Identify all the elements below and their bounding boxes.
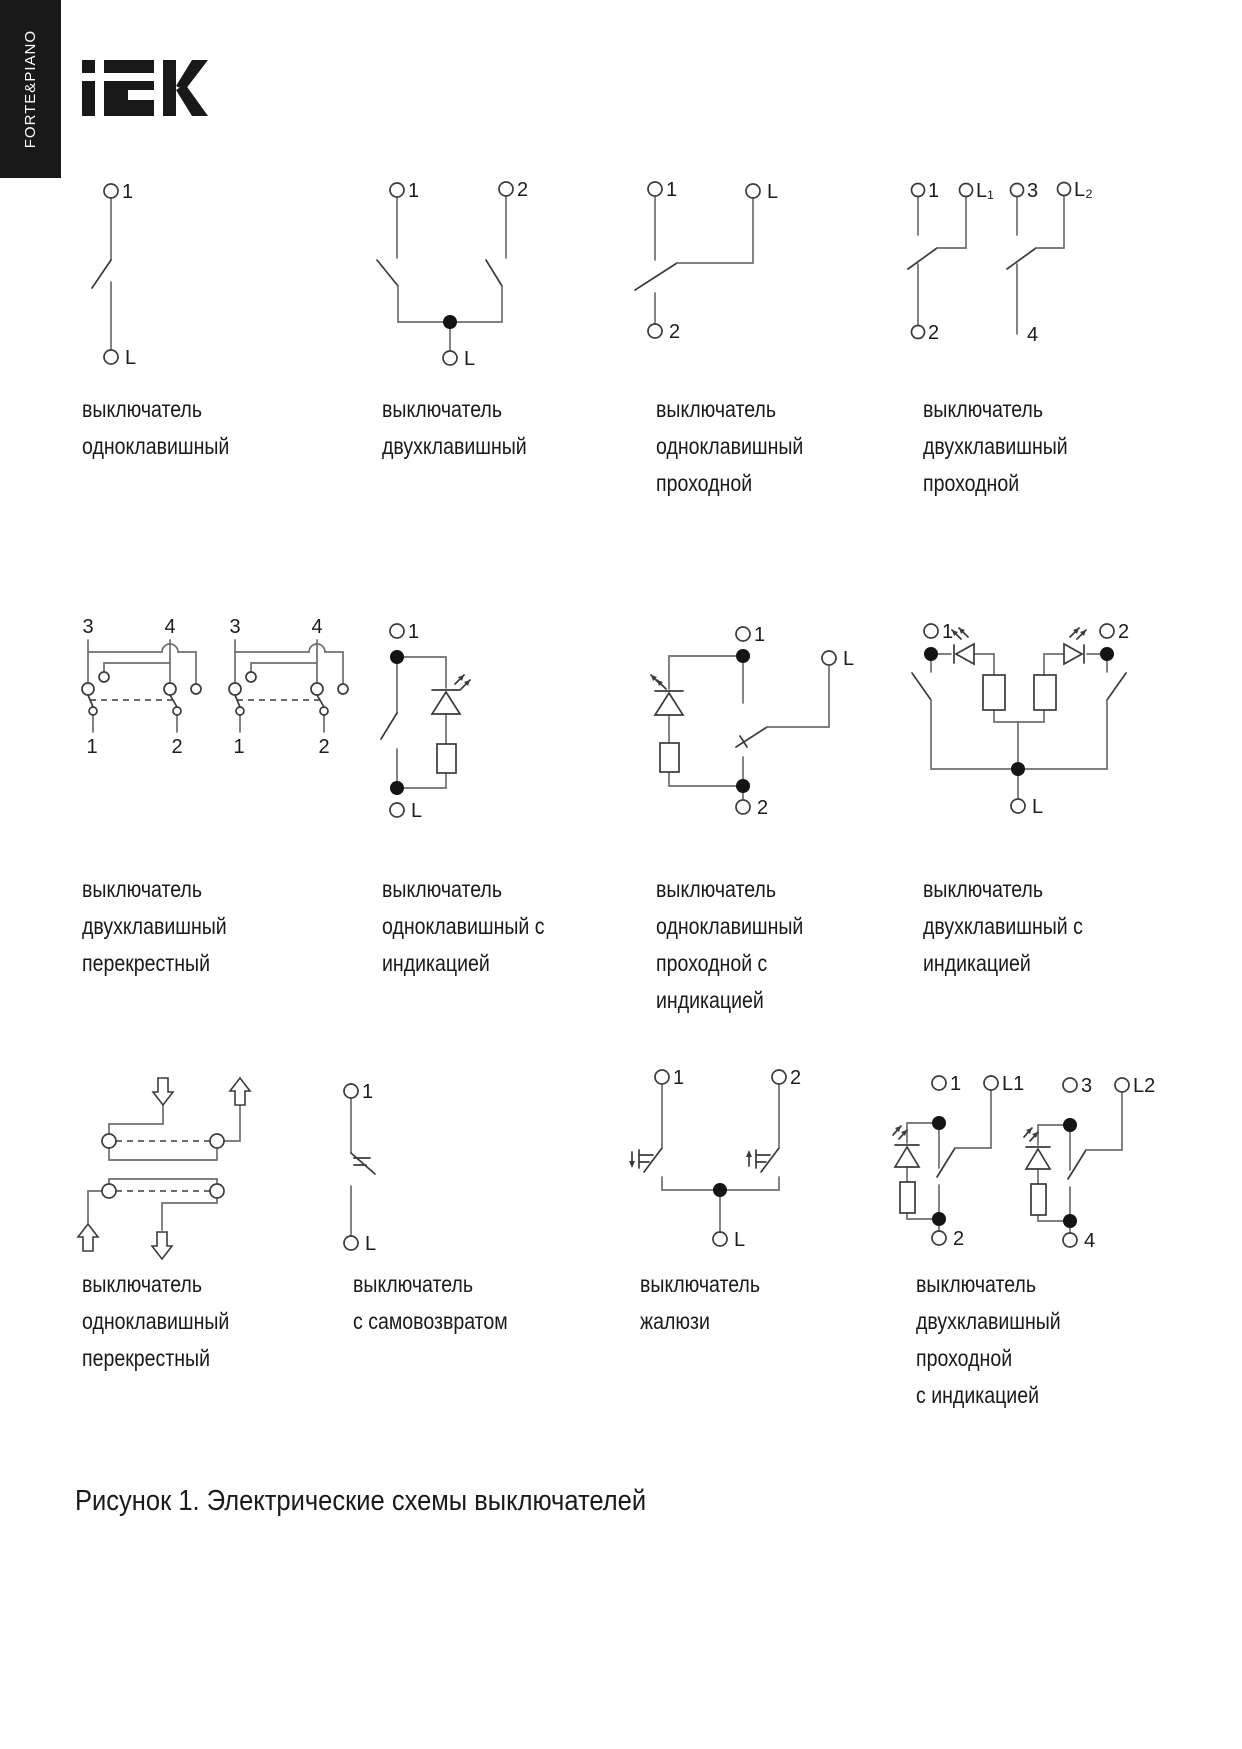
terminal-label: 1 [122, 181, 134, 203]
terminal [1115, 1078, 1129, 1092]
series-label: FORTE&PIANO [22, 29, 39, 149]
terminal [1063, 1078, 1077, 1092]
diagram-momentary [325, 1060, 450, 1260]
terminal [736, 800, 750, 814]
diagram-double-indicator [895, 610, 1135, 825]
terminal [736, 627, 750, 641]
switch-blade [88, 695, 93, 707]
contact-circle [210, 1134, 224, 1148]
terminal-label: 1 [408, 621, 420, 643]
terminal [390, 803, 404, 817]
terminal-label: L₂ [1074, 179, 1093, 201]
terminal-label: 2 [790, 1067, 802, 1089]
terminal-label: 1 [86, 736, 98, 758]
resistor [660, 743, 679, 772]
arrow-down-icon [153, 1078, 173, 1105]
diagram-caption: выключатель жалюзи [640, 1271, 761, 1334]
switch-blade [912, 673, 931, 700]
led-indicator-icon [1024, 1128, 1050, 1169]
junction-node [1011, 762, 1025, 776]
resistor [437, 744, 456, 773]
terminal-label: L [734, 1229, 746, 1251]
wires [92, 198, 111, 350]
terminal-label: 2 [953, 1228, 965, 1250]
terminal-label: 4 [311, 616, 323, 638]
terminal [1058, 183, 1071, 196]
iek-logo-glyphs [82, 60, 208, 116]
junction-node [1063, 1118, 1077, 1132]
terminal [984, 1076, 998, 1090]
terminal [1011, 184, 1024, 197]
terminal-label: 4 [1084, 1230, 1096, 1252]
junction-node [390, 650, 404, 664]
terminal-label: 4 [164, 616, 176, 638]
terminal [912, 326, 925, 339]
terminal-label: 1 [408, 180, 420, 202]
junction-node [736, 779, 750, 793]
terminal-label: 1 [928, 180, 940, 202]
terminal [655, 1070, 669, 1084]
terminal-label: 4 [1027, 324, 1039, 346]
terminal [390, 624, 404, 638]
terminal [499, 182, 513, 196]
cross-switch-unit [229, 616, 348, 758]
arrow-up-icon [78, 1224, 98, 1251]
terminal-label: L₁ [976, 180, 994, 202]
led-indicator-icon [432, 675, 470, 714]
terminal-label: 1 [666, 179, 678, 201]
switch-blade [908, 248, 937, 269]
switch-blade [486, 260, 502, 286]
wires [912, 654, 1126, 799]
wires [377, 196, 506, 351]
diagram-caption: выключатель одноклавишный [82, 396, 230, 459]
terminal [648, 324, 662, 338]
terminal-label: L1 [1002, 1073, 1025, 1095]
led-indicator-icon [952, 628, 974, 664]
led-indicator-icon [893, 1126, 919, 1167]
terminal [648, 182, 662, 196]
switch-blade [761, 1148, 779, 1172]
terminal-label: 2 [669, 321, 681, 343]
diagram-single-two-way [630, 160, 860, 395]
terminal-label: L2 [1133, 1075, 1156, 1097]
diagram-caption: выключатель двухклавишный проходной [923, 396, 1068, 496]
terminal [772, 1070, 786, 1084]
diagram-caption: выключатель одноклавишный перекрестный [82, 1271, 230, 1371]
contact-circle [210, 1184, 224, 1198]
arrow-up-icon [230, 1078, 250, 1105]
resistor [1031, 1184, 1046, 1215]
terminal-label: L [411, 800, 423, 822]
terminal-label: L [464, 348, 476, 370]
wires [669, 656, 829, 800]
terminal [746, 184, 760, 198]
terminal [1100, 624, 1114, 638]
iek-logo [82, 60, 212, 116]
terminal [344, 1084, 358, 1098]
terminal-label: 1 [362, 1081, 374, 1103]
diagram-caption: выключатель двухклавишный с индикацией [923, 876, 1083, 976]
diagram-single-switch [75, 160, 305, 395]
junction-node [932, 1212, 946, 1226]
diagram-double-two-way-indicator [890, 1055, 1195, 1290]
terminal-label: 3 [1027, 180, 1039, 202]
junction-node [932, 1116, 946, 1130]
terminal [104, 184, 118, 198]
terminal [104, 350, 118, 364]
terminal [443, 351, 457, 365]
switch-blade [170, 695, 177, 707]
terminal-label: L [1032, 796, 1044, 818]
diagram-single-cross [70, 1060, 285, 1275]
switch-blade [235, 695, 240, 707]
figure-caption: Рисунок 1. Электрические схемы выключателей [75, 1485, 647, 1517]
cross-switch-unit [82, 616, 201, 758]
diagram-single-two-way-indicator [635, 610, 855, 835]
diagram-caption: выключатель одноклавишный проходной с индикацией [656, 876, 804, 1013]
series-sidebar [0, 0, 61, 178]
terminal-label: 1 [754, 624, 766, 646]
resistor [1034, 675, 1056, 710]
arrow-down-icon [629, 1161, 635, 1168]
terminal-label: 3 [229, 616, 241, 638]
junction-node [924, 647, 938, 661]
diagram-single-indicator [365, 610, 510, 835]
switch-blade [92, 260, 111, 288]
terminal [924, 624, 938, 638]
switch-blade [644, 1148, 662, 1172]
terminal-label: 1 [950, 1073, 962, 1095]
terminal-label: L [125, 347, 137, 369]
contact-circle [102, 1184, 116, 1198]
diagram-caption: выключатель одноклавишный с индикацией [382, 876, 545, 976]
terminal [932, 1076, 946, 1090]
arrow-down-icon [152, 1232, 172, 1259]
arrow-up-icon [746, 1150, 752, 1157]
two-way-indicator-unit [1024, 1075, 1155, 1252]
diagram-caption: выключатель с самовозвратом [353, 1271, 508, 1334]
terminal-label: 1 [233, 736, 245, 758]
wires [351, 1098, 375, 1236]
terminal-label: 2 [517, 179, 529, 201]
wires [635, 196, 753, 324]
diagram-caption: выключатель одноклавишный проходной [656, 396, 804, 496]
terminal-label: L [365, 1233, 377, 1255]
junction-node [736, 649, 750, 663]
terminal-label: L [843, 648, 855, 670]
terminal-label: L [767, 181, 779, 203]
switch-blade [381, 713, 397, 739]
switch-blade [635, 263, 677, 290]
wires [908, 196, 1064, 334]
terminal [713, 1232, 727, 1246]
terminal [390, 183, 404, 197]
terminal [822, 651, 836, 665]
terminal-label: 2 [1118, 621, 1130, 643]
terminal [960, 184, 973, 197]
terminal [1011, 799, 1025, 813]
led-indicator-icon [1064, 628, 1086, 664]
contact-circle [102, 1134, 116, 1148]
terminal-label: 2 [757, 797, 769, 819]
junction-node [390, 781, 404, 795]
terminal-label: 1 [673, 1067, 685, 1089]
terminal-label: 3 [1081, 1075, 1093, 1097]
terminal-label: 2 [171, 736, 183, 758]
resistor [900, 1182, 915, 1213]
diagram-caption: выключатель двухклавишный проходной с индикацией [916, 1271, 1061, 1408]
junction-node [1063, 1214, 1077, 1228]
terminal-label: 3 [82, 616, 94, 638]
diagram-caption: выключатель двухклавишный [382, 396, 527, 459]
wires [644, 1084, 779, 1232]
switch-blade [317, 695, 324, 707]
switch-blade [1007, 248, 1036, 269]
terminal-label: 1 [942, 621, 954, 643]
junction-node [1100, 647, 1114, 661]
diagram-double-cross [70, 600, 360, 770]
diagram-caption: выключатель двухклавишный перекрестный [82, 876, 227, 976]
terminal [932, 1231, 946, 1245]
led-indicator-icon [651, 675, 683, 715]
switch-blade [1107, 673, 1126, 700]
diagram-double-two-way [880, 160, 1125, 395]
diagram-blinds [625, 1060, 820, 1260]
wires [88, 1105, 240, 1230]
resistor [983, 675, 1005, 710]
terminal-label: 2 [928, 322, 940, 344]
terminal [912, 184, 925, 197]
terminal [344, 1236, 358, 1250]
terminal [1063, 1233, 1077, 1247]
junction-node [443, 315, 457, 329]
two-way-indicator-unit [893, 1073, 1024, 1250]
diagram-double-switch [370, 160, 600, 395]
switch-blade [377, 260, 398, 286]
terminal-label: 2 [318, 736, 330, 758]
switch-blade [351, 1153, 375, 1174]
junction-node [713, 1183, 727, 1197]
